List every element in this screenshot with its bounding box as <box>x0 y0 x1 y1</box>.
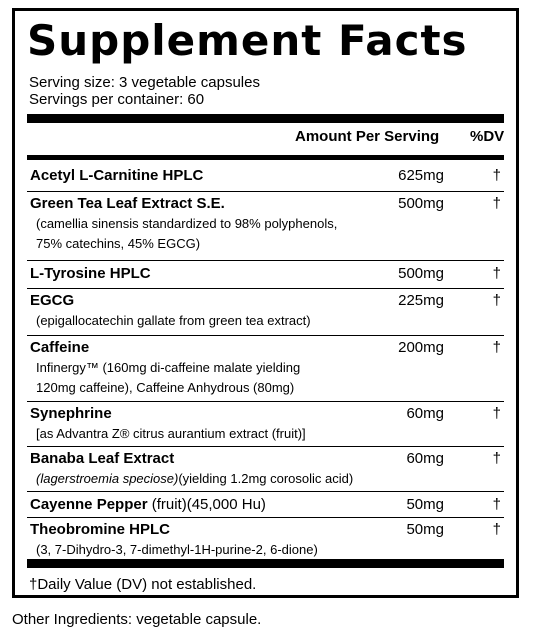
nutrient-amount: 50mg <box>406 496 444 513</box>
nutrient-description: [as Advantra Z® citrus aurantium extract (fruit)] <box>36 426 306 441</box>
nutrient-name: Green Tea Leaf Extract S.E. <box>30 195 225 212</box>
nutrient-description <box>36 469 353 488</box>
nutrient-dv: † <box>492 450 501 467</box>
nutrient-dv: † <box>492 292 501 309</box>
nutrient-dv: † <box>492 405 501 422</box>
nutrient-amount: 60mg <box>406 450 444 467</box>
nutrient-name: Caffeine <box>30 339 90 356</box>
nutrient-description: (3, 7-Dihydro-3, 7-dimethyl-1H-purine-2, 6-dione) <box>36 542 318 557</box>
nutrient-description: Infinergy™ (160mg di-caffeine malate yielding <box>36 360 301 375</box>
row-divider <box>27 288 504 289</box>
row-divider <box>27 335 504 336</box>
nutrient-name: Theobromine HPLC <box>30 521 171 538</box>
nutrient-amount: 500mg <box>398 195 444 212</box>
nutrient-description-rest: (yielding 1.2mg corosolic acid) <box>178 471 354 486</box>
nutrient-dv: † <box>492 496 501 513</box>
panel-title: Supplement Facts <box>27 16 468 65</box>
botanical-name: (lagerstroemia speciose) <box>36 471 179 486</box>
nutrient-name-bold: Cayenne Pepper <box>30 496 148 513</box>
nutrient-amount: 500mg <box>398 265 444 282</box>
nutrient-name: L-Tyrosine HPLC <box>30 265 151 282</box>
row-divider <box>27 401 504 402</box>
dv-header: %DV <box>470 128 505 145</box>
nutrient-amount: 225mg <box>398 292 444 309</box>
nutrient-name-detail: (fruit)(45,000 Hu) <box>147 496 266 513</box>
nutrient-description: (camellia sinensis standardized to 98% polyphenols, <box>36 216 338 231</box>
row-divider <box>27 260 504 261</box>
nutrient-dv: † <box>492 265 501 282</box>
nutrient-amount: 625mg <box>398 167 444 184</box>
row-divider <box>27 191 504 192</box>
other-ingredients: Other Ingredients: vegetable capsule. <box>12 611 262 628</box>
divider-thick-bottom <box>27 559 504 568</box>
serving-size: Serving size: 3 vegetable capsules <box>29 74 260 91</box>
daily-value-footnote: †Daily Value (DV) not established. <box>29 576 257 593</box>
row-divider <box>27 446 504 447</box>
nutrient-name: Synephrine <box>30 405 112 422</box>
nutrient-dv: † <box>492 195 501 212</box>
nutrient-name <box>30 495 266 514</box>
nutrient-amount: 60mg <box>406 405 444 422</box>
divider-medium <box>27 155 504 160</box>
row-divider <box>27 491 504 492</box>
servings-per-container: Servings per container: 60 <box>29 91 205 108</box>
nutrient-description: 120mg caffeine), Caffeine Anhydrous (80mg) <box>36 380 295 395</box>
amount-per-serving-header: Amount Per Serving <box>295 128 440 145</box>
nutrient-dv: † <box>492 521 501 538</box>
nutrient-description: 75% catechins, 45% EGCG) <box>36 236 201 251</box>
row-divider <box>27 517 504 518</box>
nutrient-name: EGCG <box>30 292 75 309</box>
nutrient-dv: † <box>492 167 501 184</box>
nutrient-name: Banaba Leaf Extract <box>30 450 175 467</box>
nutrient-amount: 50mg <box>406 521 444 538</box>
nutrient-description: (epigallocatechin gallate from green tea extract) <box>36 313 311 328</box>
nutrient-name: Acetyl L-Carnitine HPLC <box>30 167 204 184</box>
divider-thick <box>27 114 504 123</box>
nutrient-amount: 200mg <box>398 339 444 356</box>
supplement-facts-panel <box>12 8 519 598</box>
nutrient-dv: † <box>492 339 501 356</box>
